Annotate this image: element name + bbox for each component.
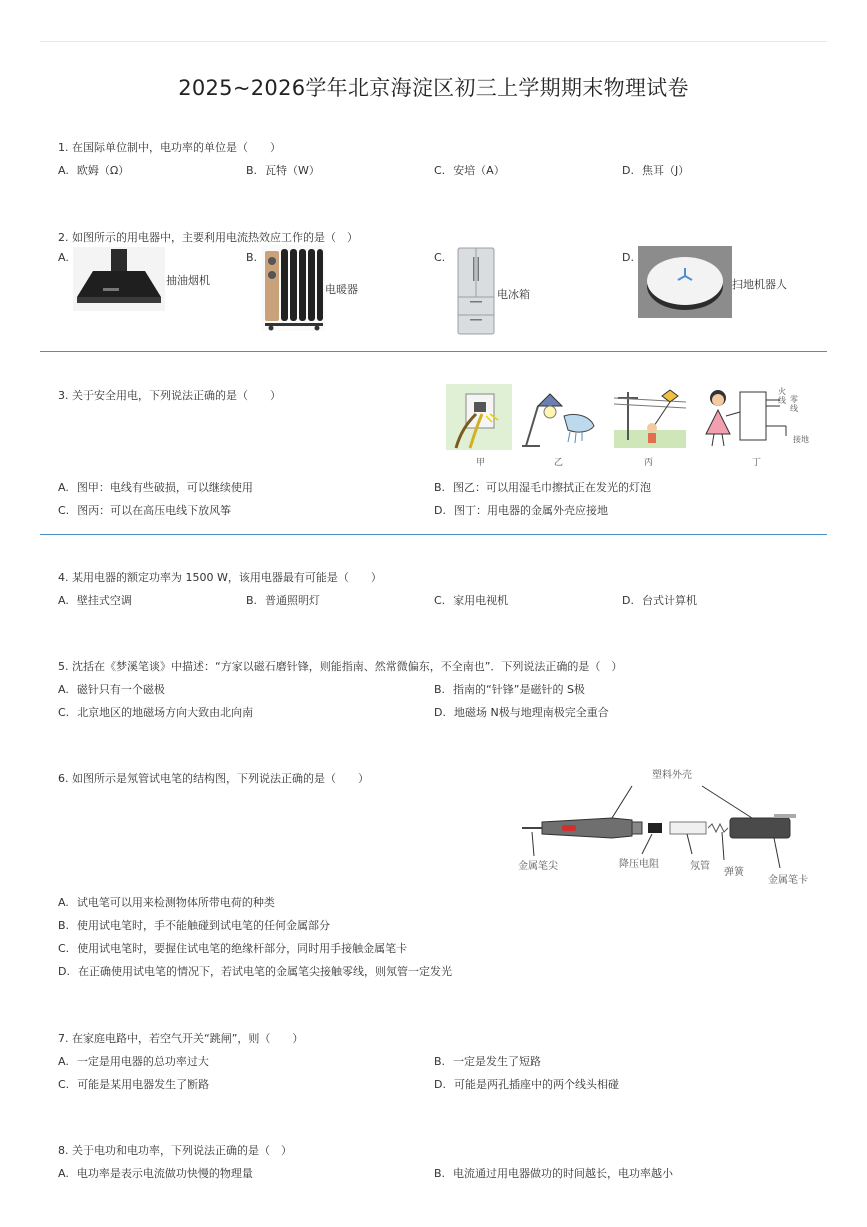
question-3-stem: 3. 关于安全用电，下列说法正确的是（ ） xyxy=(58,389,281,402)
q2-option-b-key[interactable]: B. xyxy=(246,251,258,264)
q1-option-b[interactable]: B. 瓦特（W） xyxy=(246,164,320,177)
q4-option-c[interactable]: C. 家用电视机 xyxy=(434,594,509,607)
question-4-stem: 4. 某用电器的额定功率为 1500 W，该用电器最有可能是（ ） xyxy=(58,571,382,584)
q7-option-a[interactable]: A. 一定是用电器的总功率过大 xyxy=(58,1055,209,1068)
question-7-stem: 7. 在家庭电路中，若空气开关“跳闸”，则（ ） xyxy=(58,1032,304,1045)
pen-label-shell: 塑料外壳 xyxy=(652,770,692,781)
top-rule xyxy=(40,41,827,42)
q2-option-d-label: 扫地机器人 xyxy=(732,278,787,291)
q3-option-a[interactable]: A. 图甲：电线有些破损，可以继续使用 xyxy=(58,481,253,494)
q3-option-d[interactable]: D. 图丁：用电器的金属外壳应接地 xyxy=(434,504,608,517)
q2-option-c-key[interactable]: C. xyxy=(434,251,446,264)
figure-label-jia: 甲 xyxy=(476,458,486,468)
safety-figure-bing xyxy=(614,386,686,448)
q5-option-d[interactable]: D. 地磁场 N极与地理南极完全重合 xyxy=(434,706,609,719)
figure-label-bing: 丙 xyxy=(644,458,654,468)
safety-figure-jia xyxy=(446,384,512,450)
q6-option-a[interactable]: A. 试电笔可以用来检测物体所带电荷的种类 xyxy=(58,896,275,909)
question-8-stem: 8. 关于电功和电功率，下列说法正确的是（ ） xyxy=(58,1144,292,1157)
q7-option-c[interactable]: C. 可能是某用电器发生了断路 xyxy=(58,1078,210,1091)
q2-option-c-label: 电冰箱 xyxy=(497,288,530,301)
pen-label-spring: 弹簧 xyxy=(724,867,744,878)
q2-option-a-label: 抽油烟机 xyxy=(166,274,210,287)
page-title: 2025~2026学年北京海淀区初三上学期期末物理试卷 xyxy=(178,76,689,100)
section-divider xyxy=(40,534,827,535)
pen-label-clip: 金属笔卡 xyxy=(768,875,808,886)
wire-label-ground: 接地 xyxy=(793,435,809,444)
q6-option-b[interactable]: B. 使用试电笔时，手不能触碰到试电笔的任何金属部分 xyxy=(58,919,331,932)
q7-option-d[interactable]: D. 可能是两孔插座中的两个线头相碰 xyxy=(434,1078,619,1091)
figure-label-ding: 丁 xyxy=(752,458,762,468)
q5-option-c[interactable]: C. 北京地区的地磁场方向大致由北向南 xyxy=(58,706,254,719)
question-2-stem: 2. 如图所示的用电器中，主要利用电流热效应工作的是（ ） xyxy=(58,231,358,244)
q1-option-a[interactable]: A. 欧姆（Ω） xyxy=(58,164,130,177)
wire-label-fire: 火线 xyxy=(778,387,786,405)
pen-label-neon: 氖管 xyxy=(690,861,710,872)
q4-option-a[interactable]: A. 壁挂式空调 xyxy=(58,594,132,607)
safety-figure-yi xyxy=(520,386,598,448)
q1-option-c[interactable]: C. 安培（A） xyxy=(434,164,505,177)
q2-option-a-key[interactable]: A. xyxy=(58,251,69,264)
q3-option-b[interactable]: B. 图乙：可以用湿毛巾擦拭正在发光的灯泡 xyxy=(434,481,652,494)
q2-option-b-label: 电暖器 xyxy=(325,283,358,296)
figure-label-yi: 乙 xyxy=(554,458,564,468)
q5-option-b[interactable]: B. 指南的“针锋”是磁针的 S极 xyxy=(434,683,585,696)
q4-option-b[interactable]: B. 普通照明灯 xyxy=(246,594,321,607)
range-hood-image xyxy=(73,247,165,311)
section-divider xyxy=(40,351,827,352)
q2-option-d-key[interactable]: D. xyxy=(622,251,634,264)
q3-option-c[interactable]: C. 图丙：可以在高压电线下放风筝 xyxy=(58,504,232,517)
q6-option-c[interactable]: C. 使用试电笔时，要握住试电笔的绝缘杆部分，同时用手接触金属笔卡 xyxy=(58,942,408,955)
q4-option-d[interactable]: D. 台式计算机 xyxy=(622,594,697,607)
question-5-stem: 5. 沈括在《梦溪笔谈》中描述：“方家以磁石磨针锋，则能指南、然常微偏东，不全南也”．下列说法正确的是（ ） xyxy=(58,660,623,673)
question-6-stem: 6. 如图所示是氖管试电笔的结构图，下列说法正确的是（ ） xyxy=(58,772,369,785)
pen-label-resistor: 降压电阻 xyxy=(619,859,659,870)
pen-label-tip: 金属笔尖 xyxy=(518,861,558,872)
q6-option-d[interactable]: D. 在正确使用试电笔的情况下，若试电笔的金属笔尖接触零线，则氖管一定发光 xyxy=(58,965,452,978)
q7-option-b[interactable]: B. 一定是发生了短路 xyxy=(434,1055,542,1068)
q5-option-a[interactable]: A. 磁针只有一个磁极 xyxy=(58,683,165,696)
q8-option-a[interactable]: A. 电功率是表示电流做功快慢的物理量 xyxy=(58,1167,253,1180)
robot-vacuum-image xyxy=(638,246,732,318)
q1-option-d[interactable]: D. 焦耳（J） xyxy=(622,164,690,177)
q8-option-b[interactable]: B. 电流通过用电器做功的时间越长，电功率越小 xyxy=(434,1167,674,1180)
wire-label-neutral: 零线 xyxy=(790,395,798,413)
refrigerator-image xyxy=(456,247,496,337)
oil-heater-image xyxy=(261,245,325,331)
question-1-stem: 1. 在国际单位制中，电功率的单位是（ ） xyxy=(58,141,281,154)
